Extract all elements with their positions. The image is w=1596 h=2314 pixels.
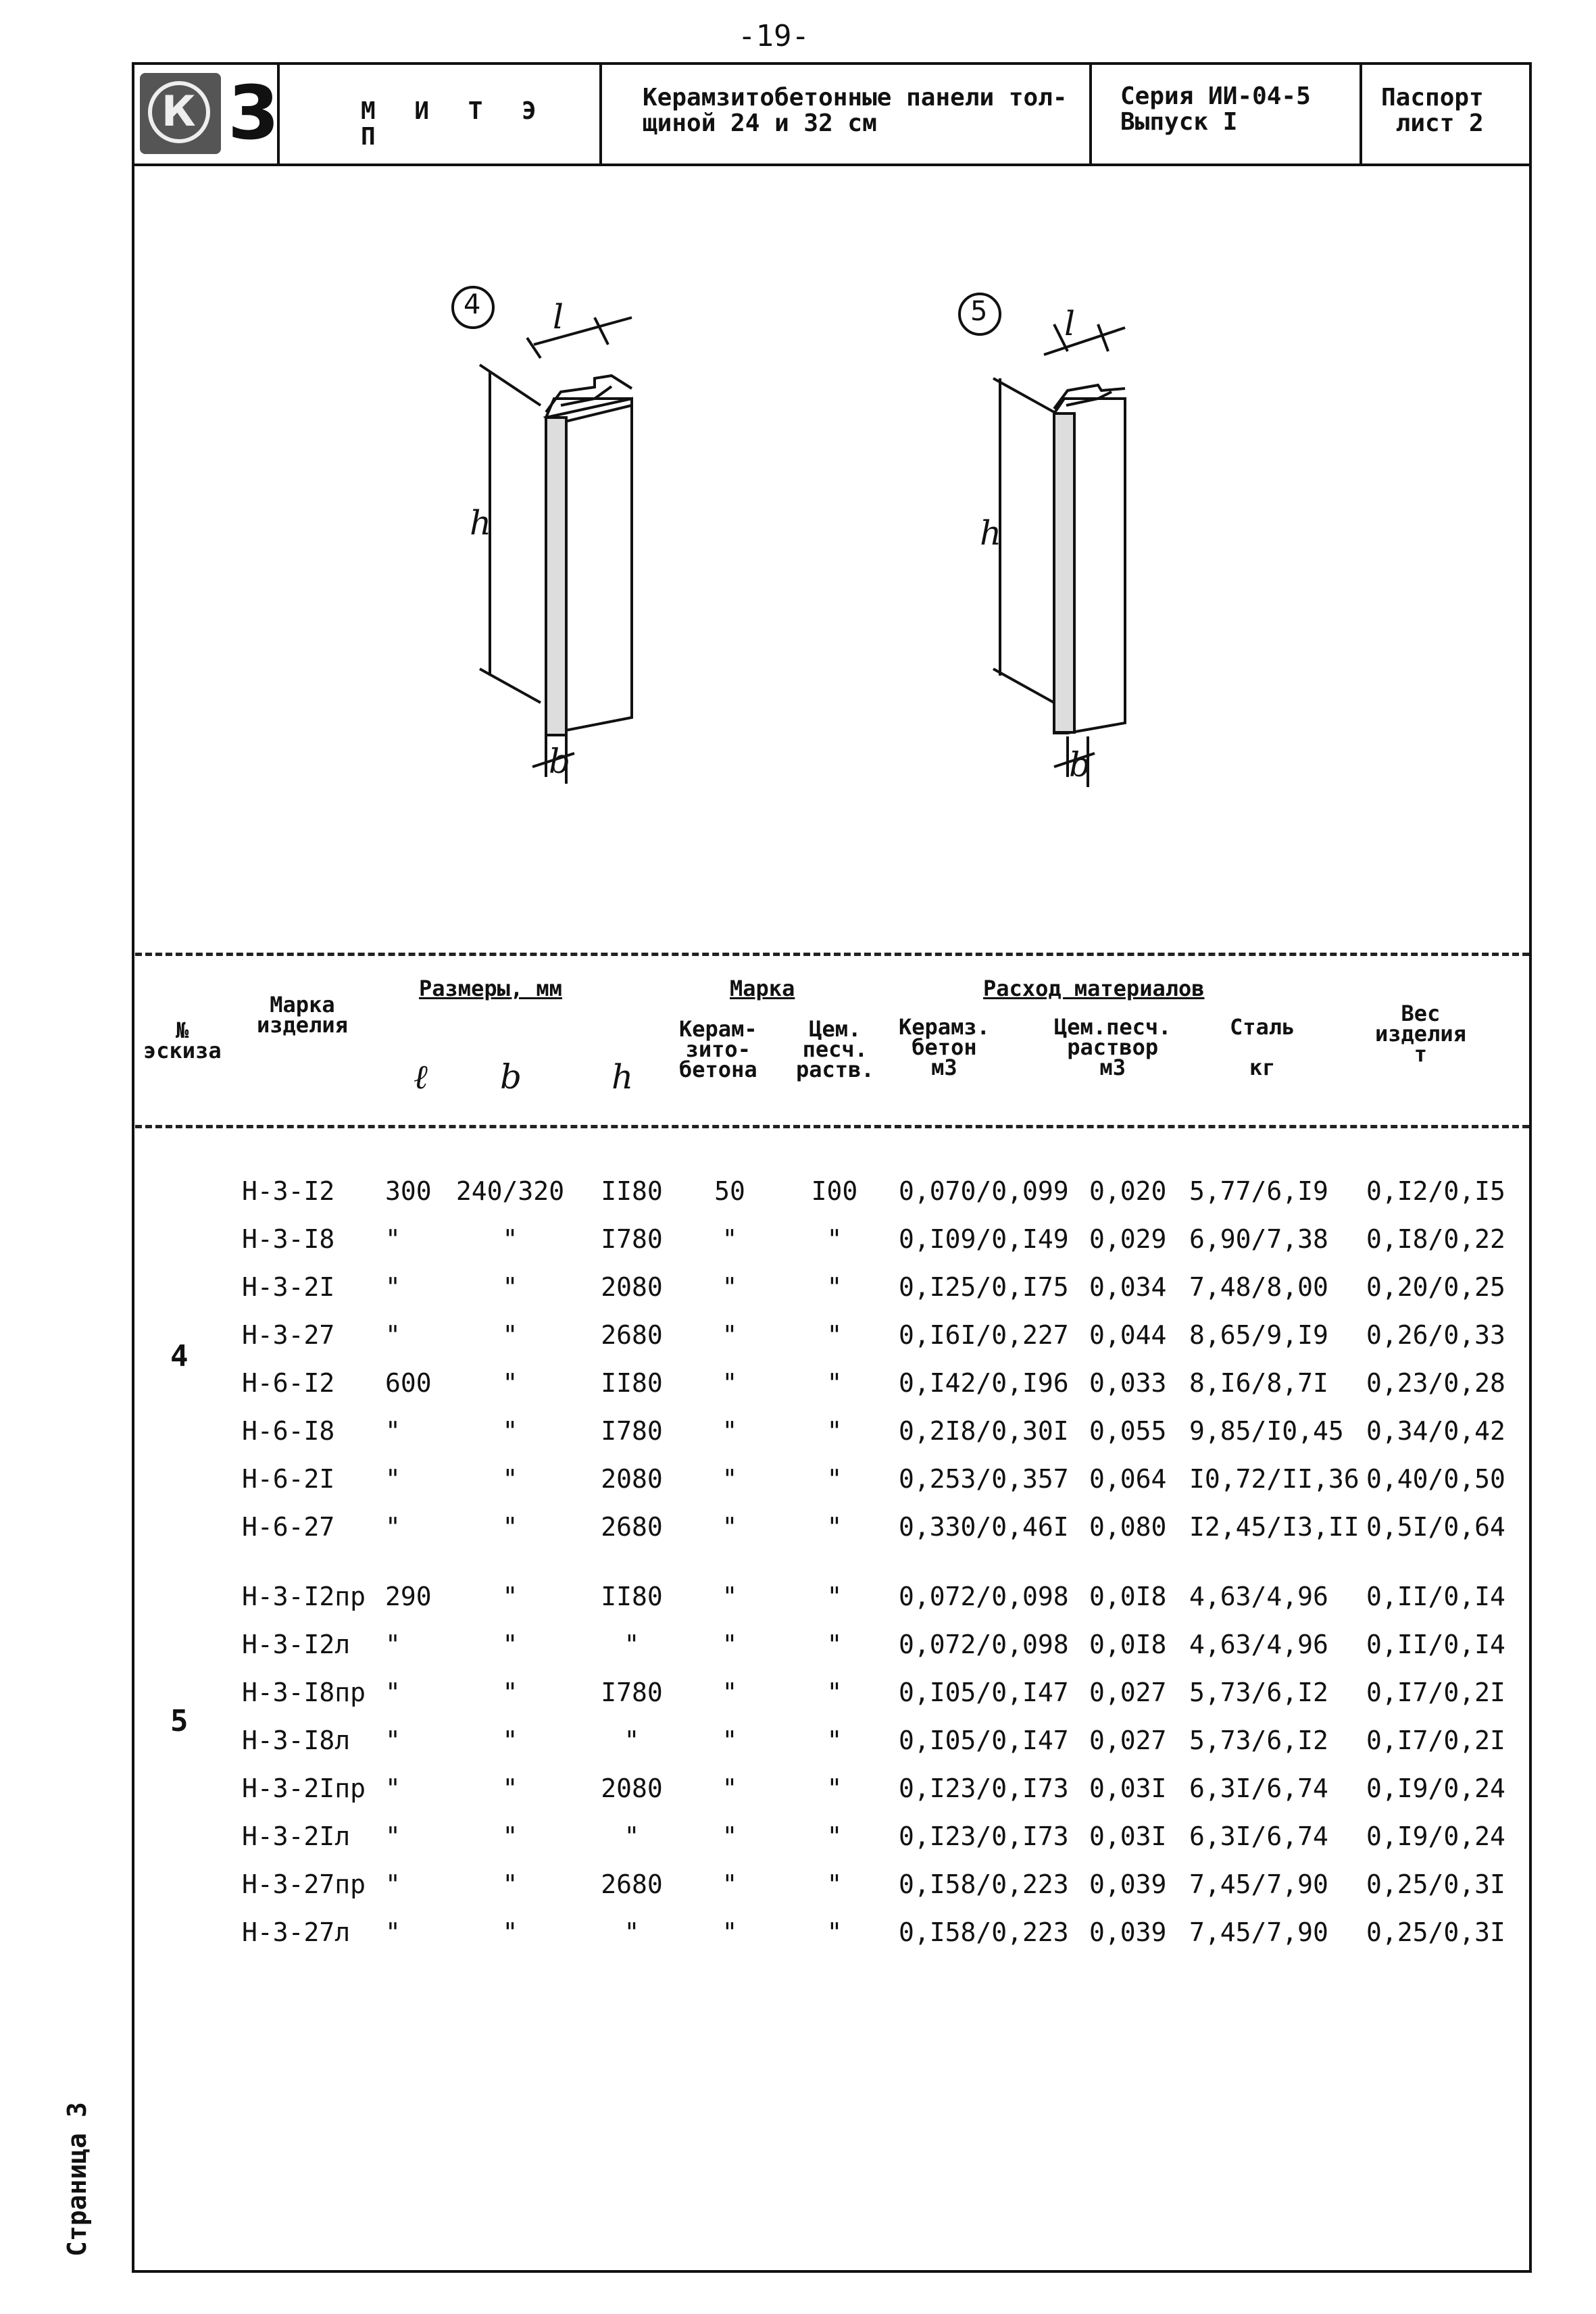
cell-concrete-volume: 0,330/0,46I	[899, 1512, 1069, 1542]
cell-height: 2680	[601, 1320, 663, 1350]
cell-grade-concrete: "	[722, 1368, 738, 1398]
cell-grade-mortar: "	[826, 1582, 843, 1611]
table-row	[0, 1364, 1596, 1405]
header-grade-mortar: Цем. песч. раств.	[796, 1016, 874, 1082]
cell-mortar-volume: 0,080	[1089, 1512, 1167, 1542]
cell-height: I780	[601, 1224, 663, 1254]
cell-weight: 0,I9/0,24	[1366, 1774, 1505, 1803]
cell-grade-mortar: "	[826, 1416, 843, 1446]
table-top-rule	[135, 953, 1529, 956]
cell-weight: 0,I9/0,24	[1366, 1821, 1505, 1851]
cell-grade-mortar: "	[826, 1869, 843, 1899]
sketch-4-number: 4	[464, 289, 481, 320]
cell-steel: I0,72/II,36	[1189, 1464, 1360, 1494]
cell-height: "	[624, 1917, 640, 1947]
cell-weight: 0,25/0,3I	[1366, 1869, 1505, 1899]
table-row	[0, 1172, 1596, 1213]
cell-grade-concrete: "	[722, 1416, 738, 1446]
header-consumption: Расход материалов	[983, 976, 1205, 1001]
sketch-4-length-label: l	[553, 297, 564, 336]
sketch-4-thickness-label: b	[549, 742, 571, 781]
cell-mark: Н-3-I8пр	[242, 1678, 366, 1707]
cell-steel: 7,45/7,90	[1189, 1869, 1328, 1899]
table-row	[0, 1460, 1596, 1501]
cell-concrete-volume: 0,2I8/0,30I	[899, 1416, 1069, 1446]
cell-thickness: "	[502, 1272, 518, 1302]
table-row	[0, 1626, 1596, 1666]
cell-length: 600	[385, 1368, 432, 1398]
cell-height: 2680	[601, 1869, 663, 1899]
cell-mark: Н-3-I8л	[242, 1726, 351, 1755]
sketch-5-length-label: l	[1064, 304, 1075, 343]
cell-mortar-volume: 0,029	[1089, 1224, 1167, 1254]
cell-concrete-volume: 0,I05/0,I47	[899, 1726, 1069, 1755]
cell-thickness: "	[502, 1416, 518, 1446]
cell-steel: 5,73/6,I2	[1189, 1726, 1328, 1755]
cell-mortar-volume: 0,064	[1089, 1464, 1167, 1494]
cell-concrete-volume: 0,I6I/0,227	[899, 1320, 1069, 1350]
cell-length: "	[385, 1821, 401, 1851]
cell-length: "	[385, 1726, 401, 1755]
cell-mortar-volume: 0,033	[1089, 1368, 1167, 1398]
cell-height: II80	[601, 1176, 663, 1206]
series-info: Серия ИИ-04-5 Выпуск I	[1120, 82, 1311, 136]
cell-mortar-volume: 0,039	[1089, 1917, 1167, 1947]
page-number: -19-	[738, 19, 809, 53]
cell-thickness: "	[502, 1464, 518, 1494]
sketch-5-height-label: h	[980, 513, 1002, 553]
cell-grade-mortar: "	[826, 1224, 843, 1254]
cell-concrete-volume: 0,I58/0,223	[899, 1869, 1069, 1899]
document-title: Керамзитобетонные панели тол- щиной 24 и 32 см	[643, 84, 1068, 137]
cell-length: "	[385, 1630, 401, 1659]
cell-grade-concrete: "	[722, 1630, 738, 1659]
cell-length: "	[385, 1272, 401, 1302]
table-row	[0, 1268, 1596, 1309]
cell-grade-concrete: "	[722, 1272, 738, 1302]
cell-weight: 0,40/0,50	[1366, 1464, 1505, 1494]
cell-height: I780	[601, 1678, 663, 1707]
cell-weight: 0,I7/0,2I	[1366, 1678, 1505, 1707]
cell-grade-concrete: "	[722, 1464, 738, 1494]
cell-grade-concrete: "	[722, 1821, 738, 1851]
cell-length: "	[385, 1224, 401, 1254]
cell-grade-mortar: "	[826, 1272, 843, 1302]
cell-mark: Н-3-I8	[242, 1224, 335, 1254]
cell-grade-mortar: I00	[811, 1176, 858, 1206]
cell-length: "	[385, 1869, 401, 1899]
cell-height: "	[624, 1630, 640, 1659]
cell-steel: 4,63/4,96	[1189, 1582, 1328, 1611]
cell-steel: I2,45/I3,II	[1189, 1512, 1360, 1542]
cell-grade-concrete: "	[722, 1917, 738, 1947]
cell-thickness: "	[502, 1678, 518, 1707]
cell-mark: Н-3-27	[242, 1320, 335, 1350]
table-row	[0, 1865, 1596, 1906]
cell-length: "	[385, 1774, 401, 1803]
cell-grade-mortar: "	[826, 1512, 843, 1542]
cell-grade-concrete: "	[722, 1774, 738, 1803]
header-dim-l: ℓ	[414, 1057, 428, 1097]
sketch-5-number: 5	[970, 296, 988, 327]
cell-grade-mortar: "	[826, 1464, 843, 1494]
cell-grade-mortar: "	[826, 1630, 843, 1659]
cell-length: "	[385, 1512, 401, 1542]
table-row	[0, 1578, 1596, 1618]
cell-length: "	[385, 1320, 401, 1350]
cell-concrete-volume: 0,I23/0,I73	[899, 1774, 1069, 1803]
table-row	[0, 1769, 1596, 1810]
cell-concrete-volume: 0,072/0,098	[899, 1630, 1069, 1659]
cell-length: "	[385, 1464, 401, 1494]
cell-concrete-volume: 0,I58/0,223	[899, 1917, 1069, 1947]
cell-mortar-volume: 0,03I	[1089, 1821, 1167, 1851]
cell-grade-concrete: "	[722, 1869, 738, 1899]
cell-height: 2080	[601, 1272, 663, 1302]
header-cons-concrete: Керамз. бетон м3	[899, 1014, 990, 1080]
cell-height: "	[624, 1726, 640, 1755]
cell-mark: Н-3-I2л	[242, 1630, 351, 1659]
cell-mortar-volume: 0,03I	[1089, 1774, 1167, 1803]
cell-grade-concrete: "	[722, 1512, 738, 1542]
cell-mortar-volume: 0,039	[1089, 1869, 1167, 1899]
cell-concrete-volume: 0,I23/0,I73	[899, 1821, 1069, 1851]
cell-length: "	[385, 1678, 401, 1707]
cell-thickness: "	[502, 1320, 518, 1350]
header-cons-mortar: Цем.песч. раствор м3	[1054, 1014, 1172, 1080]
table-row	[0, 1508, 1596, 1549]
cell-weight: 0,20/0,25	[1366, 1272, 1505, 1302]
cell-mortar-volume: 0,0I8	[1089, 1582, 1167, 1611]
cell-weight: 0,25/0,3I	[1366, 1917, 1505, 1947]
cell-mortar-volume: 0,034	[1089, 1272, 1167, 1302]
header-mark: Марка изделия	[257, 992, 348, 1038]
cell-steel: 8,65/9,I9	[1189, 1320, 1328, 1350]
cell-mark: Н-3-27л	[242, 1917, 351, 1947]
cell-steel: 8,I6/8,7I	[1189, 1368, 1328, 1398]
group-4-label: 4	[170, 1339, 189, 1374]
table-row	[0, 1913, 1596, 1954]
cell-weight: 0,I7/0,2I	[1366, 1726, 1505, 1755]
cell-thickness: "	[502, 1869, 518, 1899]
cell-height: 2080	[601, 1774, 663, 1803]
passport-sheet: Паспорт лист 2	[1381, 84, 1484, 137]
header-grade: Марка	[730, 976, 795, 1001]
cell-steel: 6,90/7,38	[1189, 1224, 1328, 1254]
cell-length: "	[385, 1917, 401, 1947]
group-5-label: 5	[170, 1704, 189, 1738]
cell-thickness: "	[502, 1726, 518, 1755]
cell-thickness: "	[502, 1917, 518, 1947]
cell-grade-mortar: "	[826, 1917, 843, 1947]
cell-height: II80	[601, 1368, 663, 1398]
cell-height: 2080	[601, 1464, 663, 1494]
cell-grade-mortar: "	[826, 1726, 843, 1755]
cell-grade-mortar: "	[826, 1320, 843, 1350]
cell-mark: Н-6-27	[242, 1512, 335, 1542]
table-header-rule	[135, 1125, 1529, 1128]
cell-mark: Н-3-2Iпр	[242, 1774, 366, 1803]
cell-weight: 0,34/0,42	[1366, 1416, 1505, 1446]
cell-mark: Н-6-I2	[242, 1368, 335, 1398]
cell-length: 300	[385, 1176, 432, 1206]
cell-grade-mortar: "	[826, 1774, 843, 1803]
cell-thickness: "	[502, 1582, 518, 1611]
cell-steel: 5,73/6,I2	[1189, 1678, 1328, 1707]
logo-number: 3	[228, 70, 280, 156]
panel-sketches	[0, 0, 1596, 845]
cell-concrete-volume: 0,072/0,098	[899, 1582, 1069, 1611]
sketch-5-thickness-label: b	[1069, 745, 1091, 784]
cell-grade-mortar: "	[826, 1821, 843, 1851]
table-row	[0, 1220, 1596, 1261]
logo-letter: К	[161, 86, 196, 136]
cell-mark: Н-3-I2	[242, 1176, 335, 1206]
table-row	[0, 1817, 1596, 1858]
cell-concrete-volume: 0,070/0,099	[899, 1176, 1069, 1206]
organization-name: М И Т Э П	[361, 97, 549, 151]
cell-mark: Н-3-2Iл	[242, 1821, 351, 1851]
cell-concrete-volume: 0,I05/0,I47	[899, 1678, 1069, 1707]
cell-mark: Н-3-I2пр	[242, 1582, 366, 1611]
cell-thickness: "	[502, 1821, 518, 1851]
cell-height: II80	[601, 1582, 663, 1611]
cell-steel: 6,3I/6,74	[1189, 1821, 1328, 1851]
cell-concrete-volume: 0,253/0,357	[899, 1464, 1069, 1494]
cell-mortar-volume: 0,027	[1089, 1726, 1167, 1755]
cell-concrete-volume: 0,I42/0,I96	[899, 1368, 1069, 1398]
cell-steel: 7,48/8,00	[1189, 1272, 1328, 1302]
cell-thickness: 240/320	[455, 1176, 565, 1206]
cell-thickness: "	[502, 1512, 518, 1542]
cell-steel: 5,77/6,I9	[1189, 1176, 1328, 1206]
cell-grade-concrete: "	[722, 1224, 738, 1254]
cell-steel: 9,85/I0,45	[1189, 1416, 1344, 1446]
cell-height: "	[624, 1821, 640, 1851]
cell-concrete-volume: 0,I09/0,I49	[899, 1224, 1069, 1254]
table-row	[0, 1412, 1596, 1453]
cell-mark: Н-6-2I	[242, 1464, 335, 1494]
header-dim-b: b	[500, 1057, 522, 1097]
cell-mortar-volume: 0,020	[1089, 1176, 1167, 1206]
cell-mortar-volume: 0,0I8	[1089, 1630, 1167, 1659]
cell-mortar-volume: 0,044	[1089, 1320, 1167, 1350]
cell-weight: 0,I2/0,I5	[1366, 1176, 1505, 1206]
header-grade-concrete: Керам- зито- бетона	[679, 1016, 757, 1082]
cell-length: 290	[385, 1582, 432, 1611]
table-row	[0, 1674, 1596, 1714]
cell-height: 2680	[601, 1512, 663, 1542]
cell-weight: 0,II/0,I4	[1366, 1630, 1505, 1659]
cell-grade-concrete: "	[722, 1320, 738, 1350]
header-dimensions: Размеры, мм	[419, 976, 562, 1001]
cell-weight: 0,5I/0,64	[1366, 1512, 1505, 1542]
cell-concrete-volume: 0,I25/0,I75	[899, 1272, 1069, 1302]
cell-mark: Н-6-I8	[242, 1416, 335, 1446]
cell-mortar-volume: 0,055	[1089, 1416, 1167, 1446]
table-row	[0, 1316, 1596, 1357]
header-sketch-no: № эскиза	[143, 1017, 222, 1063]
cell-steel: 7,45/7,90	[1189, 1917, 1328, 1947]
cell-grade-concrete: 50	[714, 1176, 745, 1206]
table-row	[0, 1721, 1596, 1762]
header-dim-h: h	[612, 1057, 634, 1097]
cell-steel: 6,3I/6,74	[1189, 1774, 1328, 1803]
cell-weight: 0,23/0,28	[1366, 1368, 1505, 1398]
cell-length: "	[385, 1416, 401, 1446]
cell-height: I780	[601, 1416, 663, 1446]
cell-weight: 0,26/0,33	[1366, 1320, 1505, 1350]
header-weight: Вес изделия т	[1375, 1001, 1466, 1067]
page-side-label: Страница 3	[62, 2102, 92, 2257]
cell-grade-mortar: "	[826, 1678, 843, 1707]
cell-thickness: "	[502, 1224, 518, 1254]
cell-thickness: "	[502, 1368, 518, 1398]
cell-weight: 0,I8/0,22	[1366, 1224, 1505, 1254]
cell-thickness: "	[502, 1774, 518, 1803]
cell-mark: Н-3-27пр	[242, 1869, 366, 1899]
header-cons-steel: Сталь кг	[1230, 1014, 1295, 1080]
cell-mortar-volume: 0,027	[1089, 1678, 1167, 1707]
cell-mark: Н-3-2I	[242, 1272, 335, 1302]
cell-grade-concrete: "	[722, 1726, 738, 1755]
sketch-4-height-label: h	[470, 503, 492, 543]
cell-steel: 4,63/4,96	[1189, 1630, 1328, 1659]
cell-grade-mortar: "	[826, 1368, 843, 1398]
cell-grade-concrete: "	[722, 1678, 738, 1707]
cell-weight: 0,II/0,I4	[1366, 1582, 1505, 1611]
cell-grade-concrete: "	[722, 1582, 738, 1611]
cell-thickness: "	[502, 1630, 518, 1659]
